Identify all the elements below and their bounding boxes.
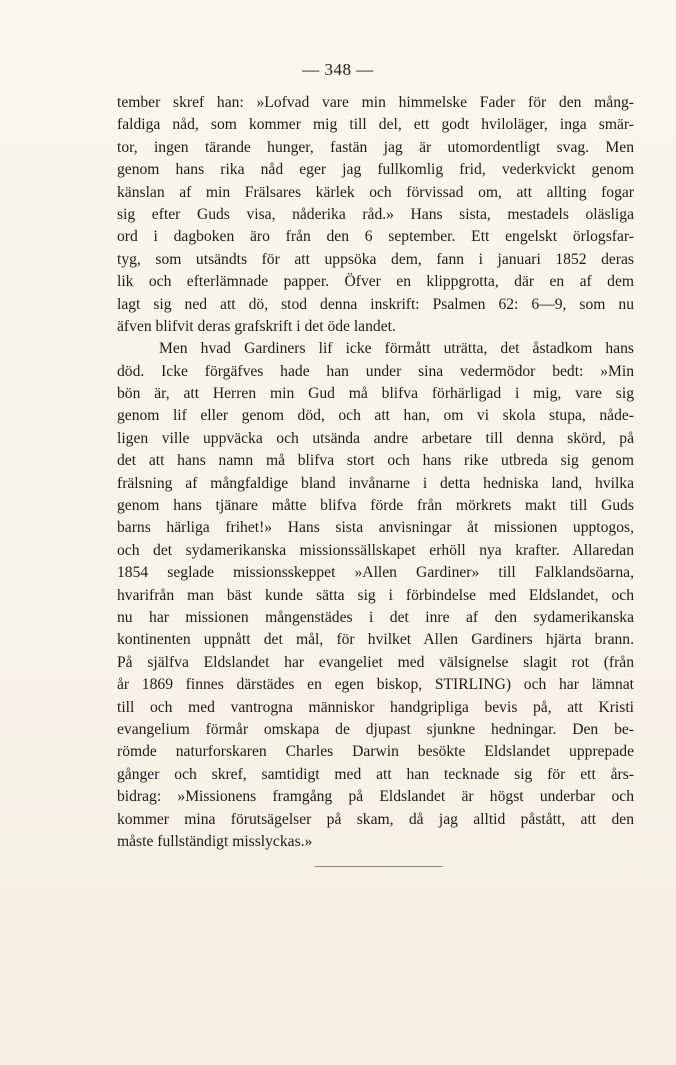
text-line: genom hans tjänare måtte blifva förde från mörkrets makt till Guds	[117, 497, 634, 515]
text-line: känslan af min Frälsares kärlek och förvissad om, att allting fogar	[117, 183, 634, 201]
text-line: lagt sig ned att dö, stod denna inskrift: Psalmen 62: 6—9, som nu	[117, 295, 634, 313]
text-line: tor, ingen tärande hunger, fastän jag är utomordentligt svag. Men	[117, 138, 634, 156]
text-line: evangelium förmår omskapa de djupast sjunkne hedningar. Den be-	[117, 720, 634, 738]
text-line: lik och efterlämnade papper. Öfver en klippgrotta, där en af dem	[117, 273, 634, 291]
text-line: genom lif eller genom död, och att han, om vi skola stupa, nåde-	[117, 407, 634, 425]
text-line: Men hvad Gardiners lif icke förmått uträtta, det åstadkom hans	[159, 340, 634, 358]
text-line: det att hans namn må blifva stort och hans rike utbreda sig genom	[117, 452, 634, 470]
section-divider	[315, 866, 443, 867]
text-line: 1854 seglade missionsskeppet »Allen Gardiner» till Falklandsöarna,	[117, 564, 634, 582]
text-line: äfven blifvit deras grafskrift i det öde landet.	[117, 317, 396, 335]
text-line: och det sydamerikanska missionssällskapet erhöll nya krafter. Allaredan	[117, 541, 634, 559]
text-line: död. Icke förgäfves hade han under sina vedermödor bedt: »Min	[117, 362, 634, 380]
text-line: kommer mina förutsägelser på skam, då jag alltid påstått, att den	[117, 810, 634, 828]
text-line: faldiga nåd, som kommer mig till del, ett godt hviloläger, inga smär-	[117, 116, 634, 134]
text-line: gånger och skref, samtidigt med att han tecknade sig för ett års-	[117, 765, 634, 783]
text-line: frälsning af mångfaldige bland invånarne i detta hedniska land, hvilka	[117, 474, 634, 492]
text-line: På själfva Eldslandet har evangeliet med välsignelse slagit rot (från	[117, 653, 634, 671]
text-line: bön är, att Herren min Gud må blifva förhärligad i mig, vare sig	[117, 385, 634, 403]
text-line: bidrag: »Missionens framgång på Eldslandet är högst underbar och	[117, 788, 634, 806]
text-line: tyg, som utsändts för att uppsöka dem, fann i januari 1852 deras	[117, 250, 634, 268]
text-line: nu har missionen mångenstädes i det inre af den sydamerikanska	[117, 608, 634, 626]
text-line: kontinenten uppnått det mål, för hvilket Allen Gardiners hjärta brann.	[117, 631, 634, 649]
text-line: till och med vantrogna människor handgripliga bevis på, att Kristi	[117, 698, 634, 716]
page-number: — 348 —	[302, 60, 374, 79]
text-line: barns härliga frihet!» Hans sista anvisningar åt missionen upptogos,	[117, 519, 634, 537]
text-line: år 1869 finnes därstädes en egen biskop, STIRLING) och har lämnat	[117, 676, 634, 694]
text-line: hvarifrån man bäst kunde sätta sig i förbindelse med Eldslandet, och	[117, 586, 634, 604]
text-line: tember skref han: »Lofvad vare min himmelske Fader för den mång-	[117, 94, 634, 111]
text-line: måste fullständigt misslyckas.»	[117, 832, 313, 850]
text-line: sig efter Guds visa, nåderika råd.» Hans sista, mestadels oläsliga	[117, 205, 634, 223]
text-line: ligen ville uppväcka och utsända andre arbetare till denna skörd, på	[117, 429, 634, 447]
text-line: genom hans rika nåd eger jag fullkomlig frid, vederkvickt genom	[117, 161, 634, 179]
text-line: römde naturforskaren Charles Darwin besökte Eldslandet upprepade	[117, 743, 634, 761]
text-line: ord i dagboken äro från den 6 september. Ett engelskt örlogsfar-	[117, 228, 634, 246]
body-text	[117, 92, 634, 853]
